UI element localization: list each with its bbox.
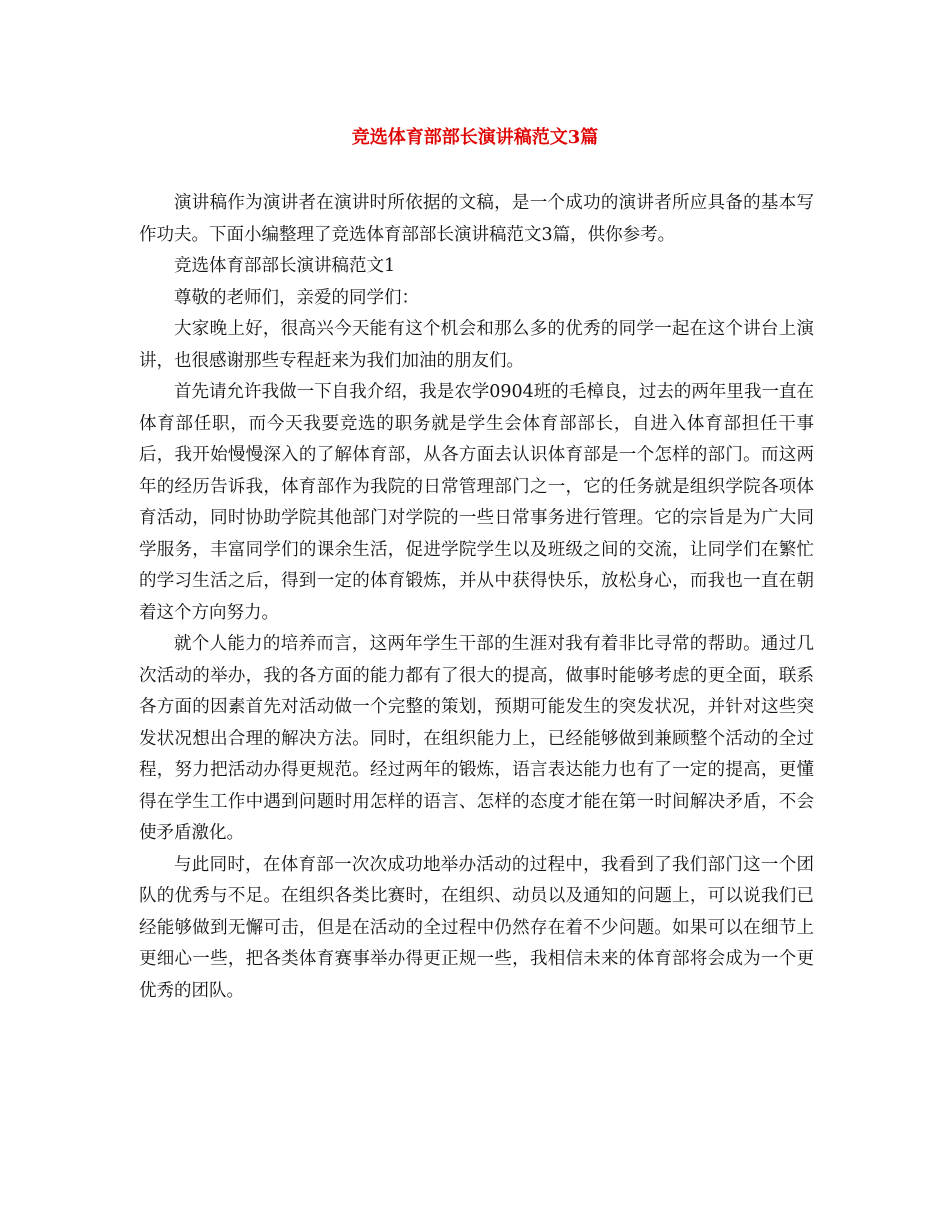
- section-heading: 竞选体育部部长演讲稿范文1: [174, 256, 396, 276]
- body-paragraph: 首先请允许我做一下自我介绍，我是农学0904班的毛樟良，过去的两年里我一直在体育部任职，而今天我要竞选的职务就是学生会体育部部长，自进入体育部担任干事后，我开始慢慢深入的了解体育部，从各方面去认识体育部是一个怎样的部门。而这两年的经历告诉我，体育部作为我院的日常管理部门之一，它的任务就是组织学院各项体育活动，同时协助学院其他部门对学院的一些日常事务进行管理。它的宗旨是为广大同学服务，丰富同学们的课余生活，促进学院学生以及班级之间的交流，让同学们在繁忙的学习生活之后，得到一定的体育锻炼，并从中获得快乐，放松身心，而我也一直在朝着这个方向努力。: [139, 382, 814, 623]
- body-paragraph: 就个人能力的培养而言，这两年学生干部的生涯对我有着非比寻常的帮助。通过几次活动的举办，我的各方面的能力都有了很大的提高，做事时能够考虑的更全面，联系各方面的因素首先对活动做一个完整的策划，预期可能发生的突发状况，并针对这些突发状况想出合理的解决方法。同时，在组织能力上，已经能够做到兼顾整个活动的全过程，努力把活动办得更规范。经过两年的锻炼，语言表达能力也有了一定的提高，更懂得在学生工作中遇到问题时用怎样的语言、怎样的态度才能在第一时间解决矛盾，不会使矛盾激化。: [139, 634, 814, 843]
- body-paragraph: 与此同时，在体育部一次次成功地举办活动的过程中，我看到了我们部门这一个团队的优秀与不足。在组织各类比赛时，在组织、动员以及通知的问题上，可以说我们已经能够做到无懈可击，但是在活动的全过程中仍然存在着不少问题。如果可以在细节上更细心一些，把各类体育赛事举办得更正规一些，我相信未来的体育部将会成为一个更优秀的团队。: [139, 854, 814, 1001]
- body-paragraph: 大家晚上好，很高兴今天能有这个机会和那么多的优秀的同学一起在这个讲台上演讲，也很感谢那些专程赶来为我们加油的朋友们。: [139, 319, 814, 371]
- document-body: [139, 188, 814, 1007]
- document-title: 竞选体育部部长演讲稿范文3篇: [351, 127, 599, 148]
- salutation: 尊敬的老师们，亲爱的同学们：: [174, 287, 419, 308]
- intro-paragraph: 演讲稿作为演讲者在演讲时所依据的文稿，是一个成功的演讲者所应具备的基本写作功夫。下面小编整理了竞选体育部部长演讲稿范文3篇，供你参考。: [139, 193, 814, 245]
